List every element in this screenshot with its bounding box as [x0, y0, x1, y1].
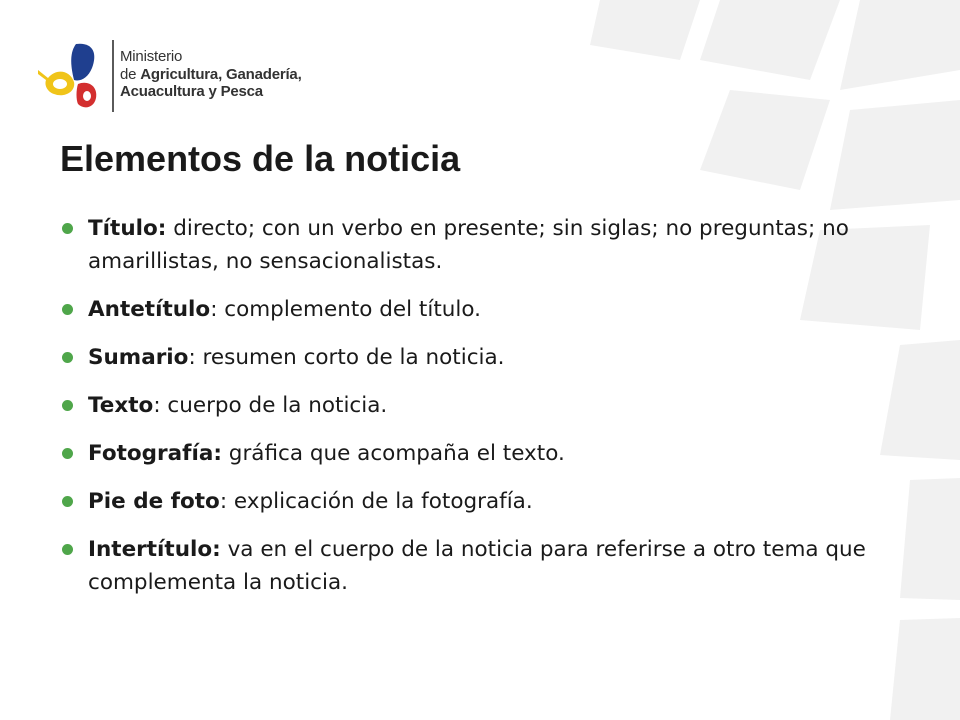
item-term: Antetítulo [88, 297, 211, 322]
bullet-icon [62, 352, 73, 363]
list-item [60, 293, 880, 326]
list-item [60, 533, 880, 599]
bullet-list [60, 212, 880, 614]
list-item [60, 437, 880, 470]
ministry-line-2-prefix: de [120, 65, 141, 83]
item-text: directo; con un verbo en presente; sin siglas; no preguntas; no amarillistas, no sensacionalistas. [88, 216, 849, 274]
ministry-line-1: Ministerio [120, 48, 183, 65]
item-term: Fotografía: [88, 441, 222, 466]
item-text: va en el cuerpo de la noticia para referirse a otro tema que complementa la noticia. [88, 537, 866, 595]
logo-divider [112, 40, 114, 112]
bullet-icon [62, 496, 73, 507]
list-item [60, 389, 880, 422]
item-text: : resumen corto de la noticia. [188, 345, 505, 370]
item-text: : explicación de la fotografía. [219, 489, 533, 514]
slide-title: Elementos de la noticia [60, 138, 461, 179]
ministry-emblem-icon [34, 38, 110, 114]
item-term: Pie de foto [88, 489, 220, 514]
list-item [60, 212, 880, 278]
item-term: Texto [88, 393, 154, 418]
ministry-line-2 [120, 66, 302, 84]
item-text: gráfica que acompaña el texto. [221, 441, 565, 466]
bullet-icon [62, 448, 73, 459]
list-item [60, 341, 880, 374]
item-text: : cuerpo de la noticia. [153, 393, 388, 418]
item-term: Sumario [88, 345, 189, 370]
bullet-icon [62, 544, 73, 555]
item-text: : complemento del título. [210, 297, 481, 322]
ministry-line-3: Acuacultura y Pesca [120, 83, 263, 100]
bullet-icon [62, 400, 73, 411]
ministry-line-2-bold: Agricultura, Ganadería, [140, 65, 302, 83]
bullet-icon [62, 223, 73, 234]
list-item [60, 485, 880, 518]
item-term: Título: [88, 216, 167, 241]
ministry-name [120, 48, 302, 101]
item-term: Intertítulo: [88, 537, 221, 562]
ministry-logo [34, 38, 314, 118]
bullet-icon [62, 304, 73, 315]
